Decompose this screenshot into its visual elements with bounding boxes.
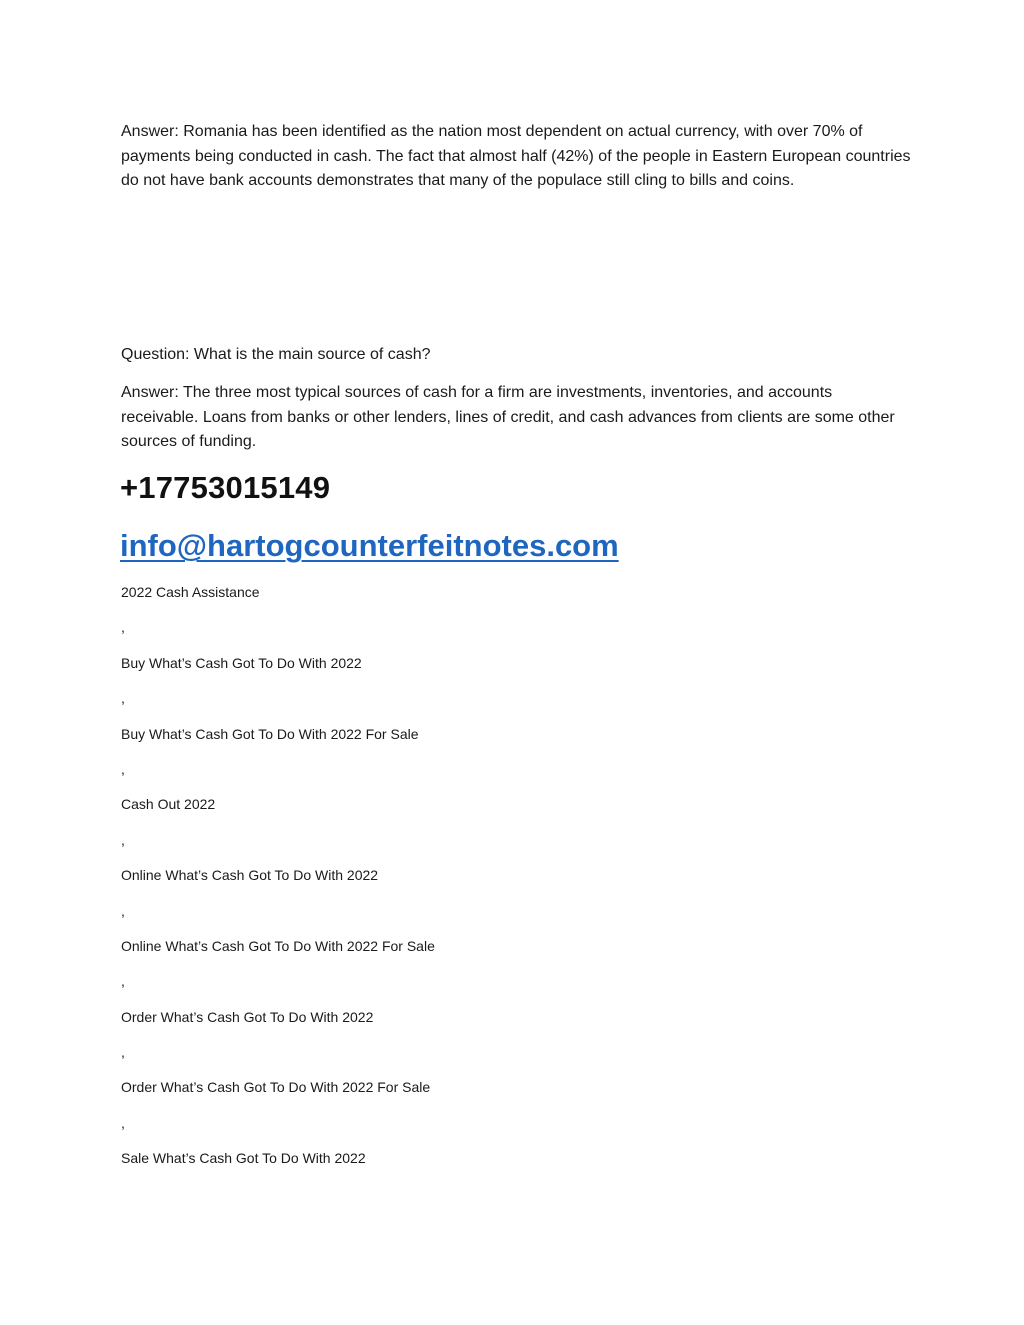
tag-item: Cash Out 2022 [121, 796, 216, 813]
tag-item: Buy What’s Cash Got To Do With 2022 [121, 654, 362, 671]
tag-separator: , [121, 690, 125, 707]
tag-separator: , [121, 902, 125, 919]
question-main-source-of-cash: Question: What is the main source of cash? [121, 346, 431, 363]
tag-item: Sale What’s Cash Got To Do With 2022 [121, 1150, 366, 1167]
tag-separator: , [121, 619, 125, 636]
tag-item: Buy What’s Cash Got To Do With 2022 For Sale [121, 725, 419, 742]
tag-item: Online What’s Cash Got To Do With 2022 For Sale [121, 937, 435, 954]
tag-separator: , [121, 973, 125, 990]
tag-separator: , [121, 1114, 125, 1131]
tag-item: Online What’s Cash Got To Do With 2022 [121, 867, 379, 884]
tag-separator: , [121, 1044, 125, 1061]
tag-item: Order What’s Cash Got To Do With 2022 For Sale [121, 1079, 431, 1096]
tag-separator: , [121, 760, 125, 777]
tag-separator: , [121, 831, 125, 848]
answer-paragraph-sources: Answer: The three most typical sources of cash for a firm are investments, inventories, and accounts receivable. Loans from banks or other lenders, lines of credit, and cash advances from clients are some other sources of funding. [121, 384, 895, 450]
phone-number: +17753015149 [120, 470, 331, 505]
tag-list [121, 582, 435, 1184]
tag-item: 2022 Cash Assistance [121, 584, 260, 600]
tag-item: Order What’s Cash Got To Do With 2022 [121, 1008, 374, 1025]
answer-paragraph-romania: Answer: Romania has been identified as the nation most dependent on actual currency, with over 70% of payments being conducted in cash. The fact that almost half (42%) of the people in Eastern European countries do not have bank accounts demonstrates that many of the populace still cling to bills and coins. [121, 123, 911, 189]
email-link[interactable]: info@hartogcounterfeitnotes.com [120, 528, 619, 563]
